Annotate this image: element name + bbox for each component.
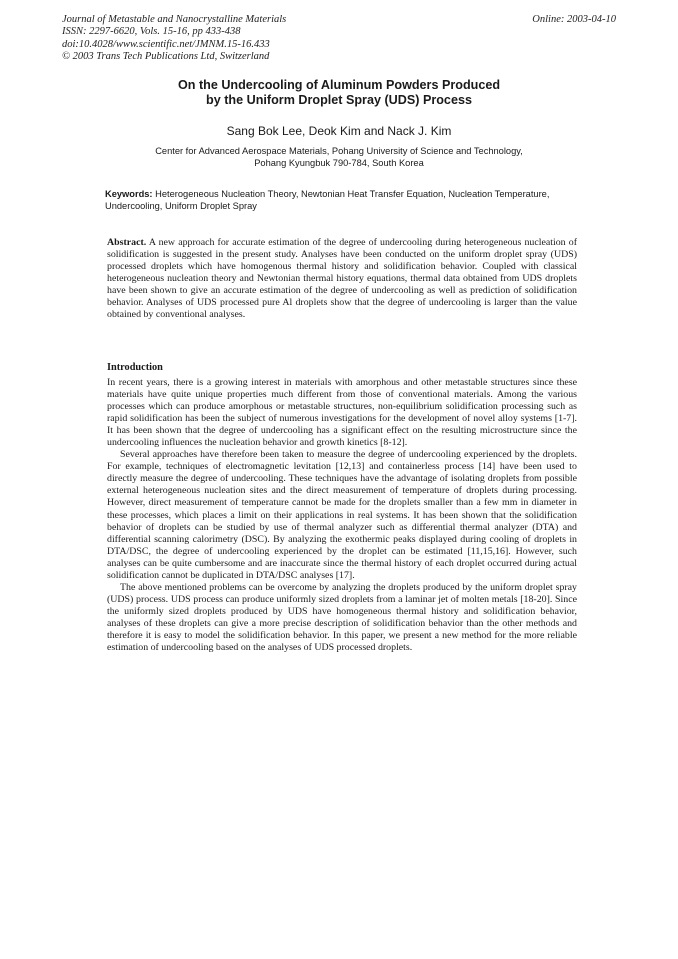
- journal-copyright: © 2003 Trans Tech Publications Ltd, Switzerland: [62, 51, 270, 63]
- abstract-text: A new approach for accurate estimation of the degree of undercooling during heterogeneous nucleation of solidification is suggested in the present study. Analyses have been conducted on the uniform droplet spray (UDS) processed droplets which have homogenous thermal history and solidification behavior. Coupled with classical heterogeneous nucleation theory and Newtonian thermal history equations, thermal data obtained from UDS droplets have been shown to give an accurate estimation of the degree of undercooling as well as prediction of solidification behavior. Analyses of UDS processed pure Al droplets show that the degree of undercooling is larger than the value obtained by conventional analyses.: [107, 237, 577, 321]
- title-line: by the Uniform Droplet Spray (UDS) Process: [206, 93, 472, 107]
- paragraph: The above mentioned problems can be overcome by analyzing the droplets produced by the uniform droplet spray (UDS) process. UDS process can produce uniformly sized droplets from a laminar jet of molten metals [18-20]. Since the uniformly sized droplets produced by UDS have homogeneous thermal history and solidification behavior, analyses of these droplets can give a more precise description of solidification behavior than the other methods and therefore it is easy to model the solidification behavior. In this paper, we present a new method for the more reliable estimation of undercooling based on the analyses of UDS processed droplets.: [107, 581, 577, 654]
- paragraph: Several approaches have therefore been taken to measure the degree of undercooling experienced by the droplets. For example, techniques of electromagnetic levitation [12,13] and containerless process [14] have been used to directly measure the degree of undercooling. These techniques have the advantage of isolating droplets from possible external heterogeneous nucleation sites and the direct measurement of temperature of droplets during processing. However, direct measurement of temperature cannot be made for the droplets smaller than a few mm in diameter in these processes, which places a limit on their applications in real systems. It has been shown that the solidification behavior of droplets can be studied by use of thermal analyzer such as differential thermal analyzer (DTA) and differential scanning calorimetry (DSC). By analyzing the exothermic peaks displayed during cooling of droplets in DTA/DSC, the degree of undercooling experienced by the droplet can be estimated [11,15,16]. However, such analyses can be quite cumbersome and are inaccurate since the thermal history of each droplet occurred during actual solidification cannot be duplicated in DTA/DSC analyses [17].: [107, 449, 577, 581]
- introduction-body: [107, 377, 577, 654]
- introduction-heading: Introduction: [107, 362, 163, 373]
- authors: Sang Bok Lee, Deok Kim and Nack J. Kim: [226, 124, 452, 138]
- keywords-text: Heterogeneous Nucleation Theory, Newtonian Heat Transfer Equation, Nucleation Temperature, Undercooling, Uniform Droplet Spray: [105, 189, 550, 212]
- paper-title: [0, 78, 678, 108]
- journal-name: Journal of Metastable and Nanocrystalline Materials: [62, 14, 287, 25]
- affiliation-line: Center for Advanced Aerospace Materials, Pohang University of Science and Technology,: [155, 146, 523, 156]
- abstract: [107, 237, 577, 321]
- online-date: Online: 2003-04-10: [532, 14, 616, 25]
- affiliation: [0, 145, 678, 169]
- keywords-label: Keywords:: [105, 189, 153, 199]
- abstract-label: Abstract.: [107, 237, 147, 248]
- keywords: [105, 188, 575, 212]
- journal-doi: doi:10.4028/www.scientific.net/JMNM.15-16.433: [62, 38, 270, 50]
- affiliation-line: Pohang Kyungbuk 790-784, South Korea: [254, 158, 424, 168]
- paragraph: In recent years, there is a growing interest in materials with amorphous and other metastable structures since these materials have quite unique properties much different from those of conventional materials. Among the various processes which can produce amorphous or metastable structures, non-equilibrium solidification processing such as rapid solidification has been the subject of numerous investigations for the development of novel alloy systems [1-7]. It has been shown that the degree of undercooling has a significant effect on the resulting microstructure since the undercooling influences the nucleation behavior and growth kinetics [8-12].: [107, 377, 577, 449]
- title-line: On the Undercooling of Aluminum Powders Produced: [177, 78, 501, 92]
- journal-info: [62, 14, 286, 64]
- journal-issn: ISSN: 2297-6620, Vols. 15-16, pp 433-438: [62, 26, 241, 38]
